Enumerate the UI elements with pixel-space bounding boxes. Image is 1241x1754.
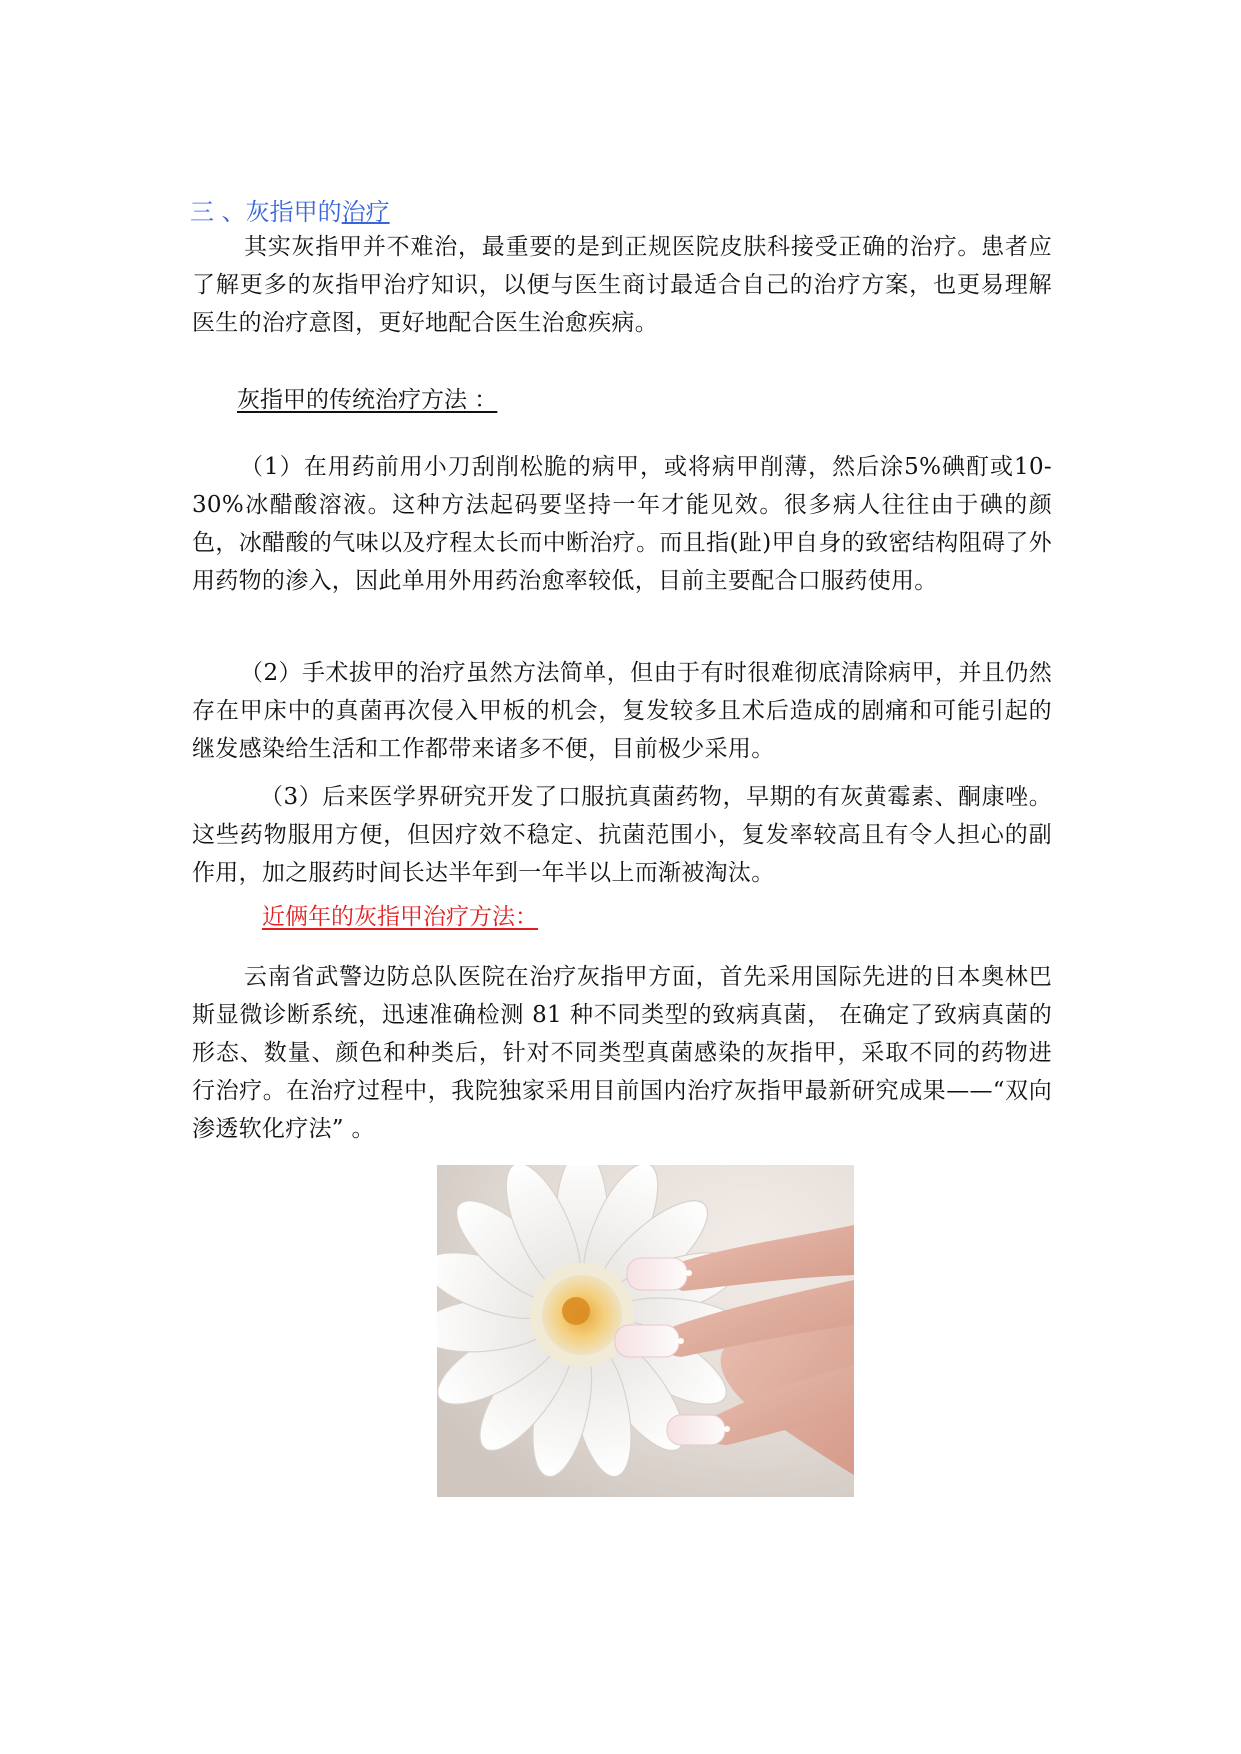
flower-manicure-photo	[437, 1165, 854, 1497]
treatment-item-1: （1）在用药前用小刀刮削松脆的病甲，或将病甲削薄，然后涂5%碘酊或10-30%冰醋酸溶液。这种方法起码要坚持一年才能见效。很多病人往往由于碘的颜色，冰醋酸的气味以及疗程太长而中断治疗。而且指(趾)甲自身的致密结构阻碍了外用药物的渗入，因此单用外用药治愈率较低，目前主要配合口服药使用。	[192, 454, 1052, 594]
treatment-item-2: （2）手术拔甲的治疗虽然方法简单，但由于有时很难彻底清除病甲，并且仍然存在甲床中的真菌再次侵入甲板的机会，复发较多且术后造成的剧痛和可能引起的继发感染给生活和工作都带来诸多不便，目前极少采用。	[192, 660, 1052, 762]
section-heading	[190, 195, 390, 229]
traditional-heading: 灰指甲的传统治疗方法 ：	[237, 387, 498, 413]
section-heading-link[interactable]: 治疗	[341, 198, 390, 226]
recent-paragraph: 云南省武警边防总队医院在治疗灰指甲方面，首先采用国际先进的日本奥林巴斯显微诊断系统，迅速准确检测 81 种不同类型的致病真菌， 在确定了致病真菌的形态、数量、颜色和种类后，针对不同类型真菌感染的灰指甲，采取不同的药物进行治疗。在治疗过程中，我院独家采用目前国内治疗灰指甲最新研究成果——“双向渗透软化疗法” 。	[192, 964, 1052, 1142]
section-heading-prefix: 三 、灰指甲的	[190, 198, 342, 226]
flower-manicure-illustration	[437, 1165, 854, 1497]
intro-paragraph: 其实灰指甲并不难治，最重要的是到正规医院皮肤科接受正确的治疗。患者应了解更多的灰指甲治疗知识，以便与医生商讨最适合自己的治疗方案，也更易理解医生的治疗意图，更好地配合医生治愈疾病。	[192, 234, 1052, 336]
recent-heading: 近俩年的灰指甲治疗方法：	[262, 904, 538, 930]
treatment-item-3: （3）后来医学界研究开发了口服抗真菌药物，早期的有灰黄霉素、酮康唑。这些药物服用方便，但因疗效不稳定、抗菌范围小，复发率较高且有令人担心的副作用，加之服药时间长达半年到一年半以上而渐被淘汰。	[192, 784, 1052, 886]
